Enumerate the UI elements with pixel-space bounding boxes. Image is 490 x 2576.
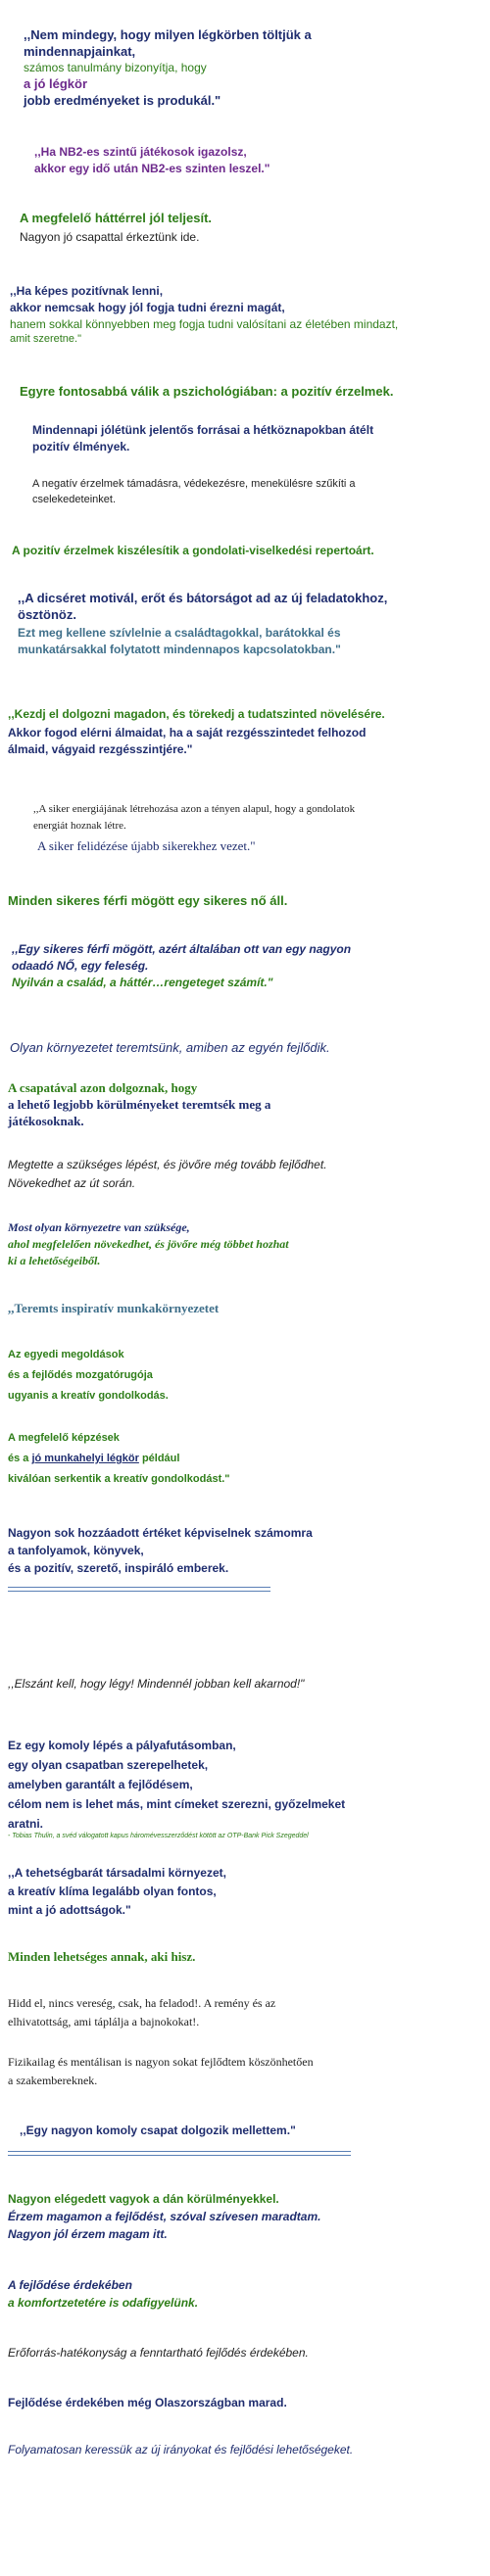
quote-consciousness-line1: ,,Kezdj el dolgozni magadon, és törekedj a tudatszinted növelésére. [8,707,385,721]
believer-heading: Minden lehetséges annak, aki hisz. [8,1949,196,1964]
team-conditions-line3: játékosoknak. [8,1114,84,1128]
quote-success-energy-line2: energiát hoznak létre. [33,820,126,832]
career-step-line2: egy olyan csapatban szerepelhetek, [8,1758,209,1772]
background-performance-heading: A megfelelő háttérrel jól teljesít. [20,211,213,225]
quote-consciousness-line2: Akkor fogod elérni álmaidat, ha a saját rezgésszintedet felhozod [8,726,367,739]
quote-serious-team: ,,Egy nagyon komoly csapat dolgozik mellettem." [20,2123,296,2137]
divider [8,2155,351,2156]
workplace-atmosphere-link[interactable]: jó munkahelyi légkör [31,1453,139,1464]
quote-atmosphere-line5: jobb eredményeket is produkál." [24,93,221,108]
career-step-line5: aratni. [8,1817,44,1831]
quote-positive-line2: akkor nemcsak hogy jól fogja tudni érezni magát, [10,301,285,314]
talent-environment-line2: a kreatív klíma legalább olyan fontos, [8,1884,217,1898]
background-performance-text: Nagyon jó csapattal érkeztünk ide. [20,230,200,244]
career-step-line1: Ez egy komoly lépés a pályafutásomban, [8,1739,236,1752]
growth-environment-line2: ahol megfelelően növekedhet, és jövőre még többet hozhat [8,1237,289,1251]
no-defeat-line1: Hidd el, nincs vereség, csak, ha feladod!. A remény és az [8,1996,276,2010]
quote-success-energy-line1: ,,A siker energiájának létrehozása azon a tényen alapul, hogy a gondolatok [33,803,356,815]
danish-conditions-line2: Érzem magamon a fejlődést, szóval szívesen maradtam. [8,2210,321,2223]
environment-heading: Olyan környezetet teremtsünk, amiben az egyén fejlődik. [10,1040,330,1055]
quote-praise-line2: ösztönöz. [18,607,76,622]
comfort-zone-line2: a komfortzetetére is odafigyelünk. [8,2296,199,2310]
trainings-line2 [8,1453,179,1464]
added-value-line1: Nagyon sok hozzáadott értéket képviselnek számomra [8,1526,313,1540]
creative-solutions-line2: és a fejlődés mozgatórugója [8,1369,153,1381]
creative-solutions-line3: ugyanis a kreatív gondolkodás. [8,1390,169,1402]
growth-environment-line3: ki a lehetőségeiből. [8,1254,101,1267]
divider [8,2151,351,2152]
quote-nb2-line1: ,,Ha NB2-es szintű játékosok igazolsz, [34,145,247,159]
talent-environment-line1: ,,A tehetségbarát társadalmi környezet, [8,1866,226,1880]
quote-consciousness-line3: álmaid, vágyaid rezgésszintjére." [8,742,193,756]
trainings-line1: A megfelelő képzések [8,1432,120,1444]
trainings-line2-suffix: például [138,1453,180,1464]
quote-wife-line1: ,,Egy sikeres férfi mögött, azért általában ott van egy nagyon [12,942,352,956]
creative-solutions-line1: Az egyedi megoldások [8,1349,124,1360]
no-defeat-line2: elhivatottság, ami táplálja a bajnokokat!. [8,2015,200,2028]
quote-positive-line4: amit szeretne." [10,333,81,345]
development-line1: Fizikailag és mentálisan is nagyon sokat fejlődtem köszönhetően [8,2055,314,2069]
danish-conditions-line1: Nagyon elégedett vagyok a dán körülményekkel. [8,2192,279,2206]
quote-success-energy-line3: A siker felidézése újabb sikerekhez vezet." [37,838,256,853]
quote-praise-line4: munkatársakkal folytatott mindennapos kapcsolatokban." [18,643,341,656]
daily-wellbeing-line1: Mindennapi jólétünk jelentős forrásai a hétköznapokban átélt [32,423,374,437]
quote-praise-line3: Ezt meg kellene szívlelnie a családtagokkal, barátokkal és [18,626,341,640]
quote-positive-line3: hanem sokkal könnyebben meg fogja tudni valósítani az életében mindazt, [10,317,399,331]
positive-emotions-repertoire: A pozitív érzelmek kiszélesítik a gondolati-viselkedési repertoárt. [12,544,374,557]
career-step-attribution: - Tobias Thulin, a svéd válogatott kapus háromévesszerződést kötött az OTP-Bank Pick Szegeddel [8,1833,309,1839]
resource-efficiency: Erőforrás-hatékonyság a fenntartható fejlődés érdekében. [8,2346,309,2360]
career-step-line4: célom nem is lehet más, mint címeket szerezni, győzelmeket [8,1797,346,1811]
successful-man-heading: Minden sikeres férfi mögött egy sikeres nő áll. [8,893,288,908]
positive-emotions-heading: Egyre fontosabbá válik a pszichológiában: a pozitív érzelmek. [20,384,394,399]
italy-stay: Fejlődése érdekében még Olaszországban marad. [8,2396,287,2409]
quote-nb2-line2: akkor egy idő után NB2-es szinten leszel." [34,162,270,175]
next-step-line1: Megtette a szükséges lépést, és jövőre még tovább fejlődhet. [8,1158,327,1171]
added-value-line3: és a pozitív, szerető, inspiráló emberek. [8,1561,229,1575]
quote-positive-line1: ,,Ha képes pozitívnak lenni, [10,284,164,298]
trainings-line3: kiválóan serkentik a kreatív gondolkodást." [8,1473,230,1485]
quote-atmosphere-line4: a jó légkör [24,76,88,91]
new-directions: Folyamatosan keressük az új irányokat és fejlődési lehetőségeket. [8,2443,354,2457]
talent-environment-line3: mint a jó adottságok." [8,1903,131,1917]
quote-atmosphere-line2: mindennapjainkat, [24,44,136,59]
quote-atmosphere-line3: számos tanulmány bizonyítja, hogy [24,61,207,74]
growth-environment-line1: Most olyan környezetre van szüksége, [8,1220,190,1234]
career-step-line3: amelyben garantált a fejlődésem, [8,1778,193,1791]
quote-praise-line1: ,,A dicséret motivál, erőt és bátorságot ad az új feladatokhoz, [18,591,388,605]
divider [8,1587,270,1588]
quote-wife-line3: Nyilván a család, a háttér…rengeteget számít." [12,976,273,989]
daily-wellbeing-line2: pozitív élmények. [32,440,130,453]
negative-emotions-line1: A negatív érzelmek támadásra, védekezésre, menekülésre szűkíti a [32,478,356,490]
team-conditions-line2: a lehető legjobb körülményeket teremtsék meg a [8,1097,271,1112]
added-value-line2: a tanfolyamok, könyvek, [8,1544,144,1557]
divider [8,1591,270,1592]
comfort-zone-line1: A fejlődése érdekében [8,2278,132,2292]
negative-emotions-line2: cselekedeteinket. [32,494,116,505]
trainings-line2-prefix: és a [8,1453,32,1464]
quote-atmosphere-line1: ,,Nem mindegy, hogy milyen légkörben töltjük a [24,27,312,42]
quote-determination: ,,Elszánt kell, hogy légy! Mindennél jobban kell akarnod!" [8,1677,305,1691]
inspiring-workplace-heading: ,,Teremts inspiratív munkakörnyezetet [8,1301,220,1315]
development-line2: a szakembereknek. [8,2074,98,2087]
quote-wife-line2: odaadó NŐ, egy feleség. [12,959,149,973]
next-step-line2: Növekedhet az út során. [8,1176,136,1190]
danish-conditions-line3: Nagyon jól érzem magam itt. [8,2227,168,2241]
team-conditions-line1: A csapatával azon dolgoznak, hogy [8,1080,198,1095]
